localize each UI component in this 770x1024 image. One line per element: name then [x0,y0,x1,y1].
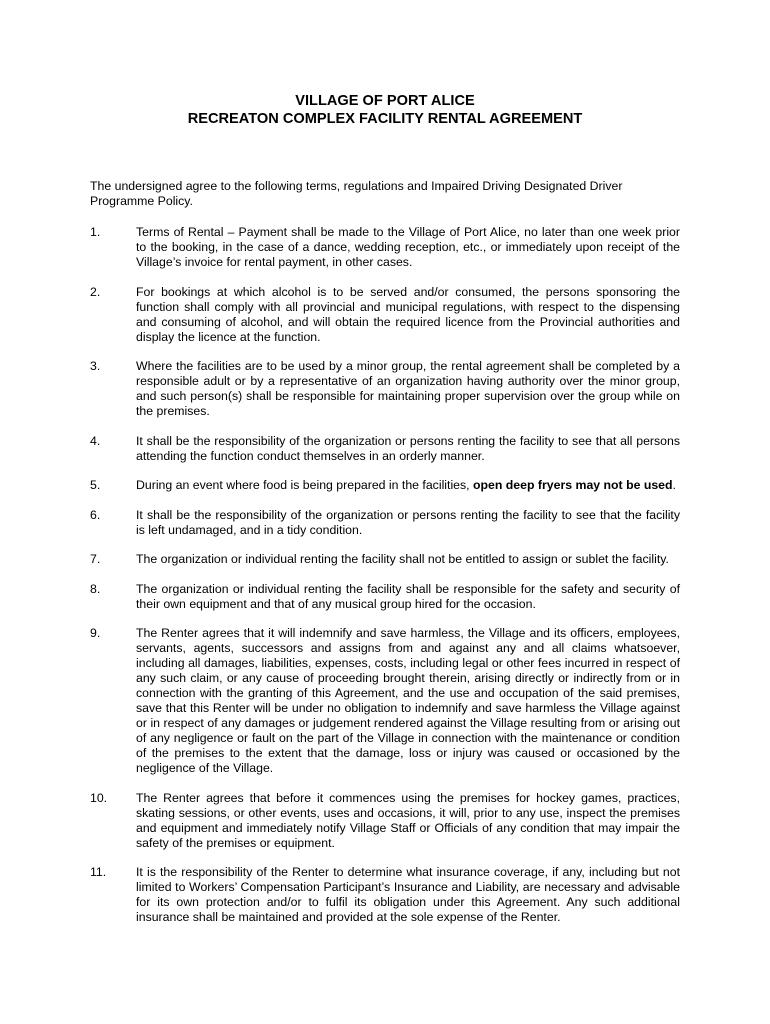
term-item [90,285,680,345]
term-item [90,434,680,464]
term-text: The organization or individual renting the facility shall not be entitled to assign or sublet the facility. [136,552,669,566]
term-text: The Renter agrees that before it commences using the premises for hockey games, practices, skating sessions, or other events, uses and occasions, it will, prior to any use, inspect the premises and equipment and immediately notify Village Staff or Officials of any condition that may impair the safety of the premises or equipment. [136,790,680,850]
term-number: 1. [90,225,101,239]
term-text: It shall be the responsibility of the organization or persons renting the facility to see that all persons attending the function conduct themselves in an orderly manner. [136,433,680,463]
term-number: 6. [90,507,101,522]
term-item [90,791,680,851]
term-text [136,478,680,493]
term-text: The Renter agrees that it will indemnify and save harmless, the Village and its officers, employees, servants, agents, successors and assigns from and against any and all claims whatsoever, including all damages, liabilities, expenses, costs, including legal or other fees incurred in respect of any such claim, or any cause of proceeding brought therein, arising directly or indirectly from or in connection with the granting of this Agreement, and the use and occupation of the said premises, save that this Renter will be under no obligation to indemnify and save harmless the Village against or in respect of any damages or judgement rendered against the Village resulting from or arising out of any negligence or fault on the part of the Village in connection with the maintenance or condition of the premises to the extent that the damage, loss or injury was caused or occasioned by the negligence of the Village. [136,626,680,775]
title-line-organization: VILLAGE OF PORT ALICE [295,93,475,109]
term-item [90,225,680,270]
term-item [90,552,680,567]
term-text-emphasis: open deep fryers may not be used [473,478,673,492]
term-item [90,626,680,776]
term-item [90,582,680,612]
title-line-agreement: RECREATON COMPLEX FACILITY RENTAL AGREEMENT [187,110,583,127]
term-text: The organization or individual renting the facility shall be responsible for the safety and security of their own equipment and that of any musical group hired for the occasion. [136,581,680,611]
term-number: 10. [90,790,108,805]
intro-paragraph: The undersigned agree to the following terms, regulations and Impaired Driving Designated Driver Programme Policy. [90,179,623,208]
term-item [90,478,680,493]
term-text-lead: During an event where food is being prepared in the facilities, [136,478,473,492]
term-item [90,508,680,538]
term-number: 2. [90,284,101,299]
term-number: 11. [90,865,107,879]
term-text: It shall be the responsibility of the organization or persons renting the facility to see that the facility is left undamaged, and in a tidy condition. [136,507,680,537]
term-number: 4. [90,433,101,448]
term-text: Terms of Rental – Payment shall be made to the Village of Port Alice, no later than one week prior to the booking, in the case of a dance, wedding reception, etc., or immediately upon receipt of the Village’s invoice for rental payment, in other cases. [136,225,680,269]
term-number: 8. [90,581,101,596]
term-text: It is the responsibility of the Renter to determine what insurance coverage, if any, including but not limited to Workers’ Compensation Participant’s Insurance and Liability, are necessary and advisable for its own protection and/or to fulfil its obligation under this Agreement. Any such additional insurance shall be maintained and provided at the sole expense of the Renter. [136,865,680,924]
term-text: For bookings at which alcohol is to be served and/or consumed, the persons sponsoring the function shall comply with all provincial and municipal regulations, with respect to the dispensing and consuming of alcohol, and will obtain the required licence from the Provincial authorities and display the licence at the function. [136,284,680,344]
term-text: Where the facilities are to be used by a minor group, the rental agreement shall be completed by a responsible adult or by a representative of an organization having authority over the minor group, and such person(s) shall be responsible for maintaining proper supervision over the group while on the premises. [136,359,680,418]
term-number: 9. [90,626,101,640]
terms-list [90,225,680,940]
term-item [90,865,680,925]
term-number: 7. [90,552,101,566]
term-text-trail: . [672,478,676,492]
term-item [90,359,680,419]
document-title [0,93,770,128]
term-number: 3. [90,359,101,373]
term-number: 5. [90,478,101,492]
